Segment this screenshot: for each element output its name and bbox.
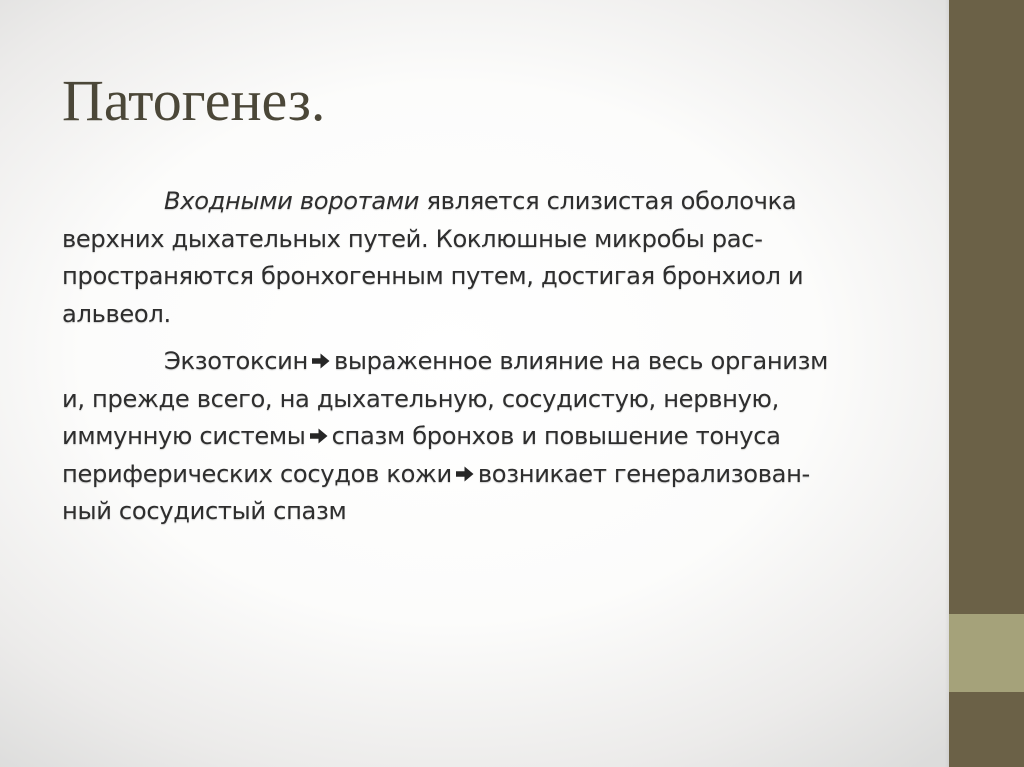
- slide-title: Патогенез.: [62, 68, 326, 133]
- paragraph-line: альвеол.: [62, 299, 171, 328]
- side-band-accent: [949, 614, 1024, 692]
- text-segment: выраженное влияние на весь организм: [334, 347, 829, 375]
- slide-body: [62, 183, 902, 531]
- right-arrow-icon: [311, 352, 331, 370]
- paragraph-line: [62, 418, 902, 456]
- paragraph-line: и, прежде всего, на дыхательную, сосудистую, нервную,: [62, 384, 779, 413]
- right-arrow-icon: [309, 427, 329, 445]
- text-segment: является слизистая оболочка: [419, 187, 797, 215]
- italic-term: Входными воротами: [164, 187, 420, 215]
- text-segment: возникает генерализован-: [477, 459, 810, 488]
- text-segment: спазм бронхов и повышение тонуса: [331, 422, 781, 450]
- text-segment: периферических сосудов кожи: [62, 459, 452, 488]
- paragraph-exotoxin: [62, 343, 902, 531]
- right-arrow-icon: [455, 465, 475, 483]
- paragraph-line: ный сосудистый спазм: [62, 497, 347, 525]
- paragraph-line: [62, 183, 902, 221]
- side-band-top: [949, 0, 1024, 614]
- paragraph-line: [62, 343, 902, 381]
- side-band-bottom: [949, 692, 1024, 767]
- paragraph-line: [62, 456, 902, 494]
- paragraph-entry-gate: [62, 183, 902, 333]
- paragraph-line: пространяются бронхогенным путем, достигая бронхиол и: [62, 262, 804, 290]
- paragraph-line: верхних дыхательных путей. Коклюшные микробы рас-: [62, 224, 763, 253]
- text-segment: иммунную системы: [62, 422, 306, 450]
- text-segment: Экзотоксин: [164, 347, 308, 375]
